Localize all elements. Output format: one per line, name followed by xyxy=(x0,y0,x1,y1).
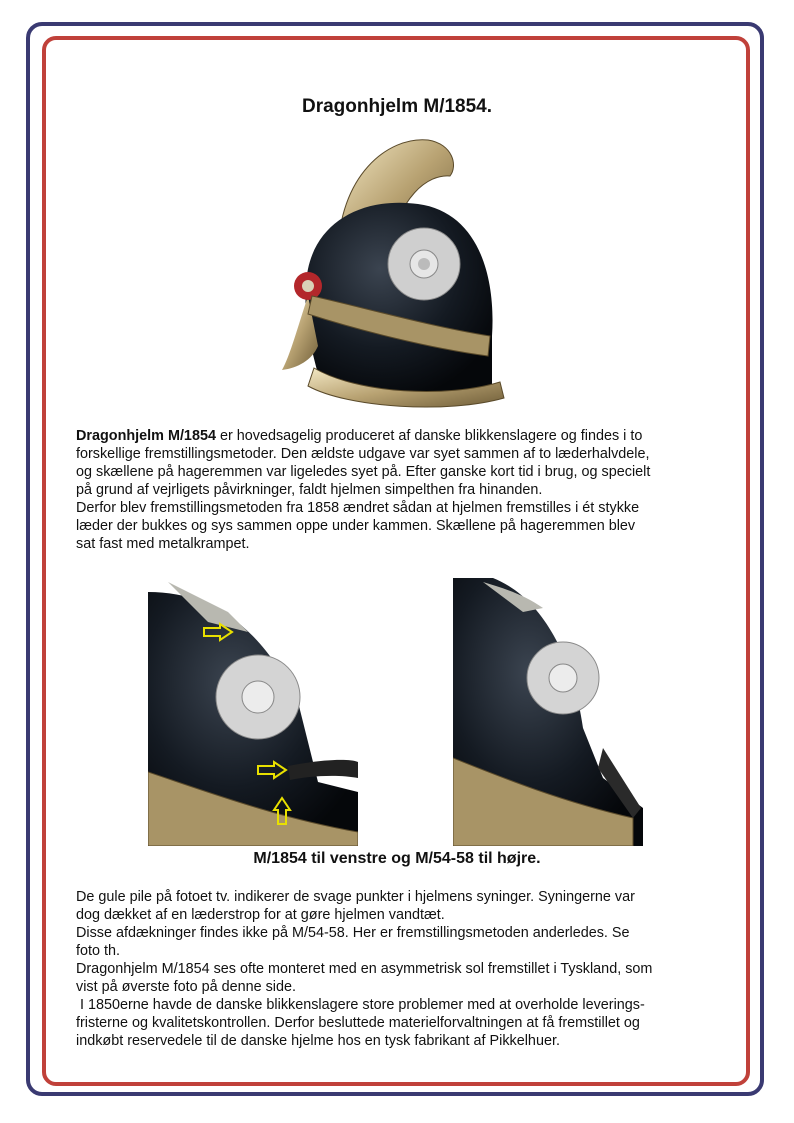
page-title: Dragonhjelm M/1854. xyxy=(301,96,493,117)
body-paragraph xyxy=(76,888,726,1050)
body-line: I 1850erne havde de danske blikkenslagere store problemer med at overholde leverings- xyxy=(76,997,645,1013)
intro-bold: Dragonhjelm M/1854 xyxy=(76,428,216,444)
helmet-detail-photo-right xyxy=(453,578,643,846)
body-line: foto th. xyxy=(76,943,121,959)
helmet-photo xyxy=(278,136,510,412)
photo-caption: M/1854 til venstre og M/54-58 til højre. xyxy=(253,850,541,867)
body-line: indkøbt reservedele til de danske hjelme hos en tysk fabrikant af Pikkelhuer. xyxy=(76,1033,560,1049)
body-line: dog dækket af en læderstrop for at gøre hjelmen vandtæt. xyxy=(76,907,445,923)
body-line: fristerne og kvalitetskontrollen. Derfor besluttede materielforvaltningen at få fremstillet og xyxy=(76,1015,640,1031)
intro-line: forskellige fremstillingsmetoder. Den ældste udgave var syet sammen af to læderhalvdele, xyxy=(76,446,650,462)
body-line: vist på øverste foto på denne side. xyxy=(76,979,296,995)
body-line: De gule pile på fotoet tv. indikerer de svage punkter i hjelmens syninger. Syningerne var xyxy=(76,889,635,905)
body-line: Disse afdækninger findes ikke på M/54-58. Her er fremstillingsmetoden anderledes. Se xyxy=(76,925,630,941)
intro-line: er hovedsagelig produceret af danske blikkenslagere og findes i to xyxy=(215,428,643,444)
intro-line: læder der bukkes og sys sammen oppe under kammen. Skællene på hageremmen blev xyxy=(76,518,636,534)
intro-line: sat fast med metalkrampet. xyxy=(76,536,250,552)
intro-paragraph xyxy=(76,427,726,553)
intro-line: på grund af vejrligets påvirkninger, faldt hjelmen simpelthen fra hinanden. xyxy=(76,482,543,498)
intro-line: og skællene på hageremmen var ligeledes syet på. Efter ganske kort tid i brug, og specielt xyxy=(76,464,651,480)
body-line: Dragonhjelm M/1854 ses ofte monteret med en asymmetrisk sol fremstillet i Tyskland, som xyxy=(76,961,653,977)
helmet-detail-photo-left xyxy=(148,582,358,846)
intro-line: Derfor blev fremstillingsmetoden fra 1858 ændret sådan at hjelmen fremstilles i ét stykke xyxy=(76,500,640,516)
